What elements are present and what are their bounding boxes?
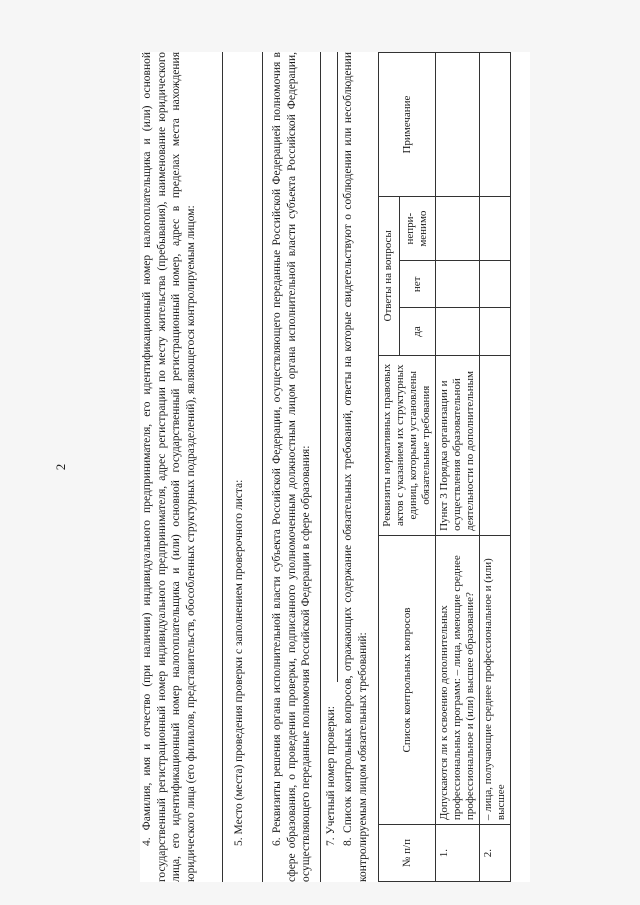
paragraph-5: 5. Место (места) проведения проверки с заполнением проверочного листа: [233,479,245,846]
row-1-yes [436,308,480,355]
page-number: 2 [53,463,68,471]
rotated-page [53,52,530,882]
row-1-na [436,197,480,261]
header-no: нет [399,261,435,308]
paragraph-7: 7. Учетный номер проверки: [325,706,337,846]
row-1-num: 1. [436,825,480,882]
fill-line-5 [262,52,263,882]
table-row [480,53,511,882]
paragraph-4: 4. Фамилия, имя и отчество (при наличии) индивидуального предпринимателя, его идентификационный номер налогоплательщика и (или) основной государственный регистрационный номер индивидуального предпринимателя, адрес регистрации по месту жительства (пребывания), наименование юридического лица, его идентификационный номер налогоплательщика и (или) основной государственный регистрационный номер, адрес в пределах места нахождения юридического лица (его филиалов, представительств, обособленных структурных подразделений), являющегося контролируемым лицом: [141,52,197,882]
row-2-na [480,197,511,261]
fill-line-4 [222,52,223,882]
header-note: Примечание [379,53,436,197]
row-2-yes [480,308,511,355]
header-answers: Ответы на вопросы [379,197,400,356]
row-2-question: – лица, получающие среднее профессиональное и (или) высшее [480,535,511,824]
row-1-note [436,53,480,197]
fill-line-6 [320,52,321,882]
table-header-row [379,53,400,882]
header-yes: да [399,308,435,355]
table-row [436,53,480,882]
row-1-question: Допускаются ли к освоению дополнительных профессиональных программ: – лица, имеющие среднее профессиональное и (или) высшее образование? [436,535,480,824]
row-2-no [480,261,511,308]
row-2-requisites [480,355,511,535]
header-na: непри-менимо [399,197,435,261]
paragraph-8: 8. Список контрольных вопросов, отражающих содержание обязательных требований, ответы на которые свидетельствуют о соблюдении или несоблюдении контролируемым лицом обязательных требований: [342,52,369,882]
paragraph-6: 6. Реквизиты решения органа исполнительной власти субъекта Российской Федерации, осуществляющего переданные Российской Федерацией полномочия в сфере образования, о проведении проверки, подписанного уполномоченным должностным лицом органа исполнительной власти субъекта Российской Федерации, осуществляющего переданные полномочия Российской Федерации в сфере образования: [271,52,312,882]
header-num: № п/п [379,825,436,882]
checklist-table [378,52,511,882]
fill-line-7 [337,52,338,682]
header-question: Список контрольных вопросов [379,535,436,824]
header-requisites: Реквизиты нормативных правовых актов с указанием их структурных единиц, которыми установлены обязательные требования [379,355,436,535]
row-2-note [480,53,511,197]
row-1-requisites: Пункт 3 Порядка организации и осуществления образовательной деятельности по дополнительным [436,355,480,535]
row-1-no [436,261,480,308]
row-2-num: 2. [480,825,511,882]
